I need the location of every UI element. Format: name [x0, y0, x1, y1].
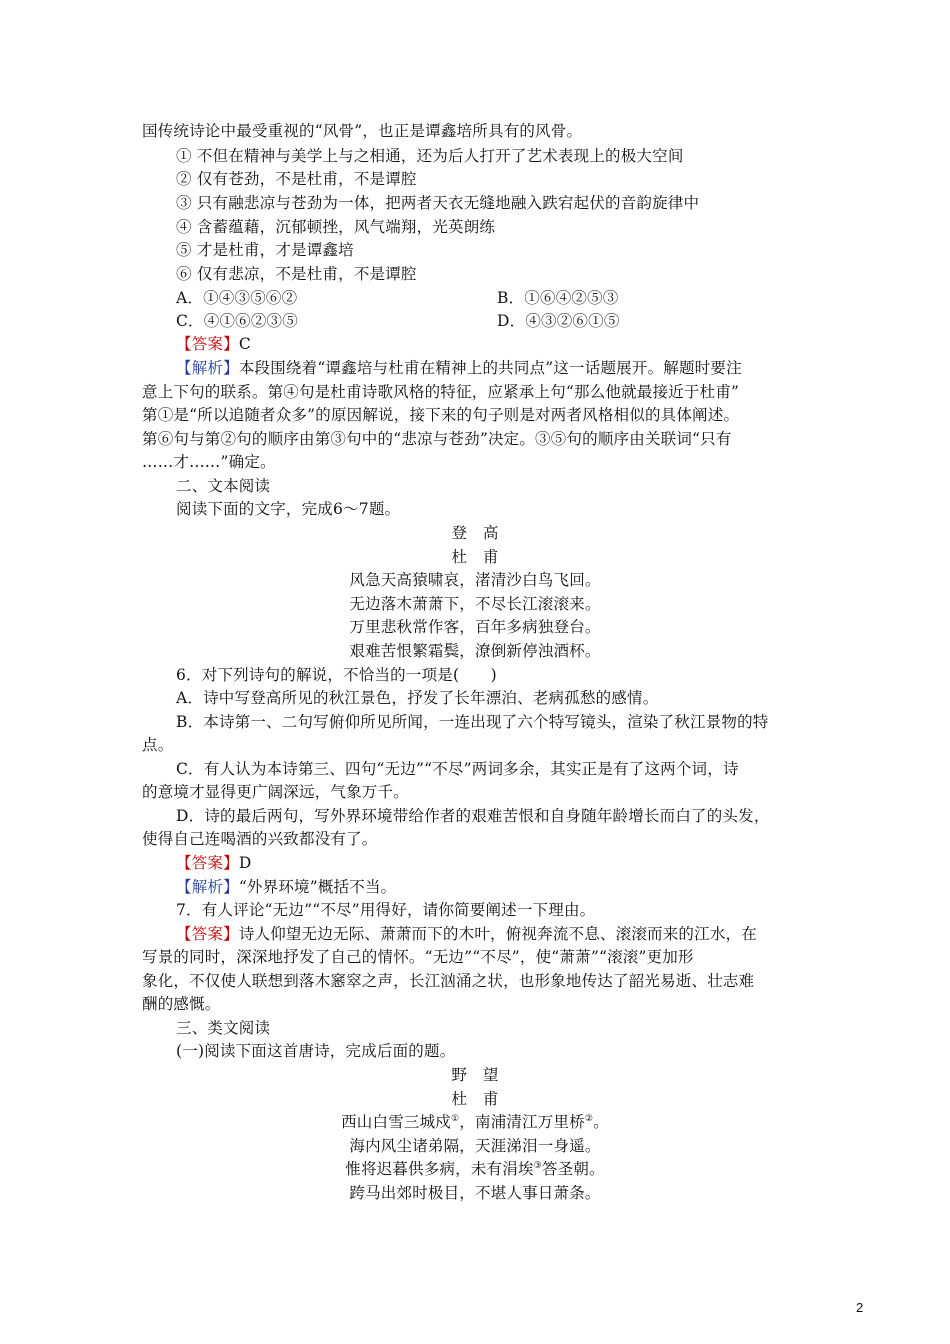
answer-tag: 【答案】: [176, 854, 239, 872]
footnote-marker: ①: [451, 1114, 460, 1124]
question-6-option-c: 的意境才显得更广阔深远，气象万千。: [142, 783, 409, 801]
answer-line: [176, 923, 757, 945]
answer-line: [176, 333, 251, 355]
poem-title: 野 望: [451, 1066, 499, 1084]
answer-value: D: [238, 854, 252, 872]
poem-text: ，南浦清江万里桥: [459, 1113, 585, 1131]
option-6: ⑥ 仅有悲凉，不是杜甫，不是谭腔: [176, 265, 417, 283]
answer-value: C: [238, 335, 251, 353]
question-7: 7．有人评论“无边”“不尽”用得好，请你简要阐述一下理由。: [176, 901, 596, 919]
question-6-option-b: B．本诗第一、二句写俯仰所见所闻，一连出现了六个特写镜头，渲染了秋江景物的特: [176, 713, 769, 731]
answer-line: 象化，不仅使人联想到落木窸窣之声，长江汹涌之状，也形象地传达了韶光易逝、壮志难: [142, 972, 755, 990]
question-6-option-d: 使得自己连喝酒的兴致都没有了。: [142, 830, 378, 848]
answer-line: 写景的同时，深深地抒发了自己的情怀。“无边”“不尽”，使“萧萧”“滚滚”更加形: [142, 948, 694, 966]
poem-text: 答圣朝。: [541, 1160, 605, 1178]
analysis-line: 意上下句的联系。第④句是杜甫诗歌风格的特征，应紧承上句“那么他就最接近于杜甫”: [142, 383, 740, 401]
poem-text: 。: [593, 1113, 609, 1131]
paragraph-line: 国传统诗论中最受重视的“风骨”，也正是谭鑫培所具有的风骨。: [142, 122, 583, 140]
question-6-option-a: A．诗中写登高所见的秋江景色，抒发了长年漂泊、老病孤愁的感情。: [176, 689, 659, 707]
poem-author: 杜 甫: [451, 548, 499, 566]
poem-line: 无边落木萧萧下，不尽长江滚滚来。: [349, 595, 601, 613]
answer-line: [176, 852, 251, 874]
poem-line: 万里悲秋常作客，百年多病独登台。: [349, 618, 601, 636]
choice-c: C．④①⑥②③⑤: [176, 312, 298, 330]
choice-d: D．④③②⑥①⑤: [497, 312, 620, 330]
analysis-line: 第⑥句与第②句的顺序由第③句中的“悲凉与苍劲”决定。③⑤句的顺序由关联词“只有: [142, 430, 732, 448]
poem-text: 惟将迟暮供多病，未有涓埃: [345, 1160, 534, 1178]
reading-instruction: (一)阅读下面这首唐诗，完成后面的题。: [176, 1042, 456, 1060]
reading-instruction: 阅读下面的文字，完成6～7题。: [176, 500, 401, 518]
option-4: ④ 含蓄蕴藉，沉郁顿挫，风气端翔，光英朗练: [176, 218, 496, 236]
answer-text: 诗人仰望无边无际、萧萧而下的木叶，俯视奔流不息、滚滚而来的江水，在: [238, 925, 757, 943]
option-1: ① 不但在精神与美学上与之相通，还为后人打开了艺术表现上的极大空间: [176, 147, 684, 165]
section-heading: 二、文本阅读: [176, 477, 271, 495]
poem-line: 海内风尘诸弟隔，天涯涕泪一身遥。: [349, 1137, 601, 1155]
page-number: 2: [856, 1300, 864, 1315]
choice-b: B．①⑥④②⑤③: [497, 289, 619, 307]
answer-line: 酬的感慨。: [142, 995, 221, 1013]
analysis-text: 本段围绕着“谭鑫培与杜甫在精神上的共同点”这一话题展开。解题时要注: [238, 359, 742, 377]
poem-line: 跨马出郊时极目，不堪人事日萧条。: [349, 1184, 601, 1202]
poem-text: 西山白雪三城戍: [341, 1113, 452, 1131]
option-3: ③ 只有融悲凉与苍劲为一体，把两者天衣无缝地融入跌宕起伏的音韵旋律中: [176, 194, 700, 212]
analysis-tag: 【解析】: [176, 359, 239, 377]
poem-line: [0, 1158, 950, 1180]
analysis-line: 第①是“所以追随者众多”的原因解说，接下来的句子则是对两者风格相似的具体阐述。: [142, 406, 740, 424]
answer-tag: 【答案】: [176, 925, 239, 943]
choice-a: A．①④③⑤⑥②: [176, 289, 298, 307]
section-heading: 三、类文阅读: [176, 1019, 271, 1037]
analysis-text: “外界环境”概括不当。: [238, 878, 397, 896]
analysis-line: ……才……”确定。: [142, 453, 276, 471]
question-6-option-d: D．诗的最后两句，写外界环境带给作者的艰难苦恨和自身随年龄增长而白了的头发，: [176, 807, 770, 825]
footnote-marker: ③: [533, 1161, 542, 1171]
question-6-option-c: C．有人认为本诗第三、四句“无边”“不尽”两词多余，其实正是有了这两个词，诗: [176, 760, 739, 778]
poem-title: 登 高: [451, 524, 499, 542]
analysis-line: [176, 876, 396, 898]
analysis-line: [176, 357, 742, 379]
analysis-tag: 【解析】: [176, 878, 239, 896]
footnote-marker: ②: [584, 1114, 594, 1124]
question-6: 6．对下列诗句的解说，不恰当的一项是( ): [176, 666, 497, 684]
poem-line: [0, 1111, 950, 1133]
poem-line: 艰难苦恨繁霜鬓，潦倒新停浊酒杯。: [349, 642, 601, 660]
question-6-option-b: 点。: [142, 736, 174, 754]
answer-tag: 【答案】: [176, 335, 239, 353]
poem-author: 杜 甫: [451, 1090, 499, 1108]
poem-line: 风急天高猿啸哀，渚清沙白鸟飞回。: [349, 571, 601, 589]
option-5: ⑤ 才是杜甫，才是谭鑫培: [176, 241, 354, 259]
option-2: ② 仅有苍劲，不是杜甫，不是谭腔: [176, 170, 417, 188]
